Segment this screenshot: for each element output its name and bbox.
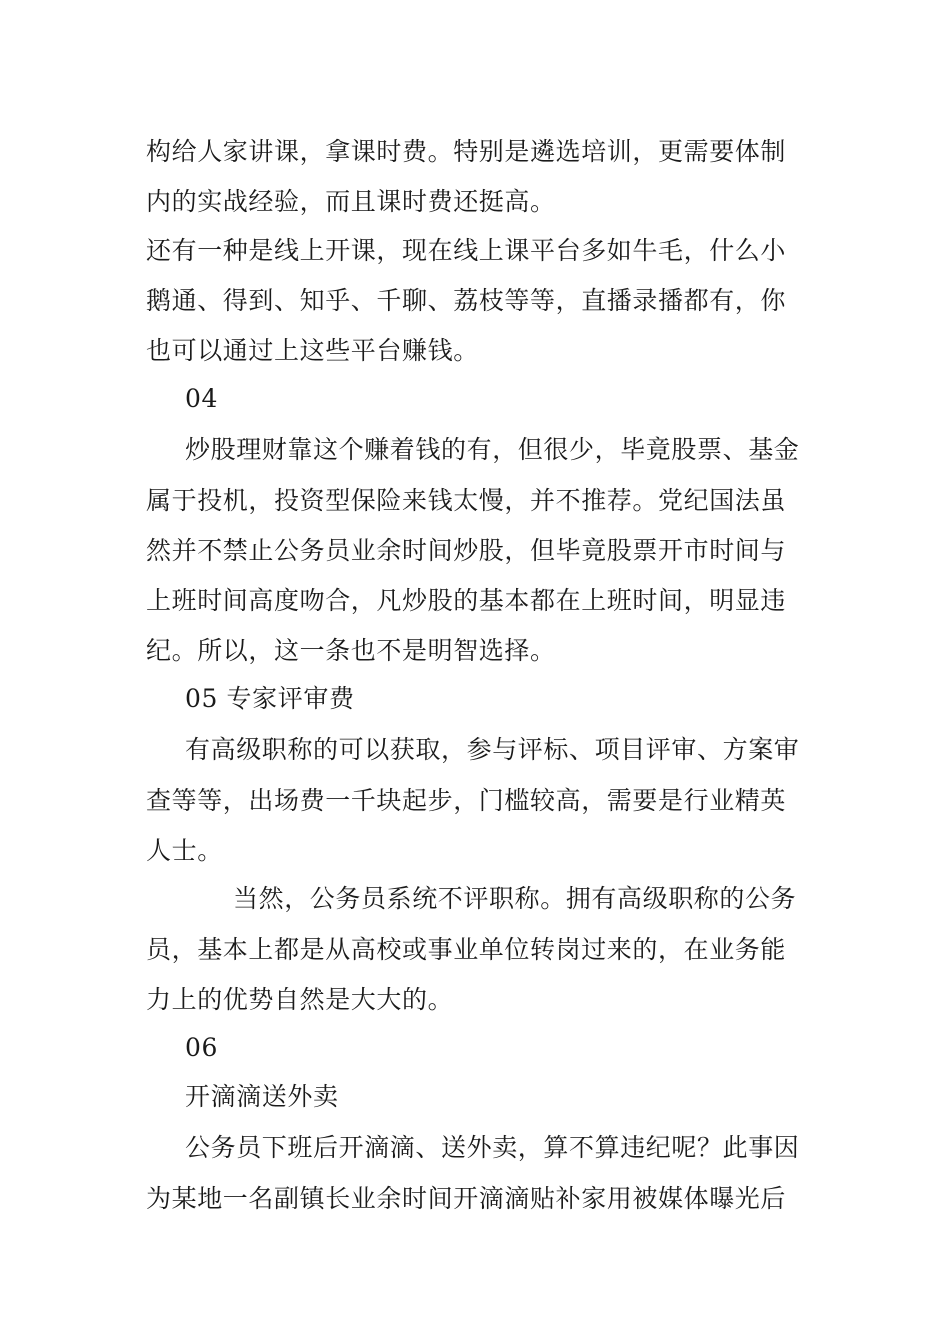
section-subheading-06: 开滴滴送外卖 — [185, 1082, 339, 1111]
paragraph-line-1: 构给人家讲课，拿课时费。特别是遴选培训，更需要体制 — [146, 137, 787, 166]
paragraph-line-2: 内的实战经验，而且课时费还挺高。 — [146, 187, 556, 216]
paragraph-line-5: 也可以通过上这些平台赚钱。 — [146, 336, 479, 365]
paragraph-line-8: 然并不禁止公务员业余时间炒股，但毕竟股票开市时间与 — [146, 536, 787, 565]
paragraph-line-9: 上班时间高度吻合，凡炒股的基本都在上班时间，明显违 — [146, 586, 787, 615]
section-heading-05: 05 专家评审费 — [185, 684, 355, 713]
paragraph-line-10: 纪。所以，这一条也不是明智选择。 — [146, 636, 556, 665]
paragraph-line-11: 有高级职称的可以获取，参与评标、项目评审、方案审 — [185, 735, 800, 764]
paragraph-line-12: 查等等，出场费一千块起步，门槛较高，需要是行业精英 — [146, 786, 787, 815]
paragraph-line-6: 炒股理财靠这个赚着钱的有，但很少，毕竟股票、基金 — [185, 435, 800, 464]
paragraph-line-16: 力上的优势自然是大大的。 — [146, 985, 454, 1014]
paragraph-line-3: 还有一种是线上开课，现在线上课平台多如牛毛，什么小 — [146, 236, 787, 265]
paragraph-line-7: 属于投机，投资型保险来钱太慢，并不推荐。党纪国法虽 — [146, 486, 787, 515]
paragraph-line-13: 人士。 — [146, 836, 223, 865]
paragraph-line-4: 鹅通、得到、知乎、千聊、荔枝等等，直播录播都有，你 — [146, 286, 787, 315]
paragraph-line-14: 当然，公务员系统不评职称。拥有高级职称的公务 — [233, 884, 797, 913]
paragraph-line-15: 员，基本上都是从高校或事业单位转岗过来的，在业务能 — [146, 935, 787, 964]
section-heading-04: 04 — [185, 384, 219, 413]
paragraph-line-18: 为某地一名副镇长业余时间开滴滴贴补家用被媒体曝光后 — [146, 1184, 787, 1213]
paragraph-line-17: 公务员下班后开滴滴、送外卖，算不算违纪呢？此事因 — [185, 1133, 800, 1162]
section-heading-06: 06 — [185, 1033, 219, 1062]
